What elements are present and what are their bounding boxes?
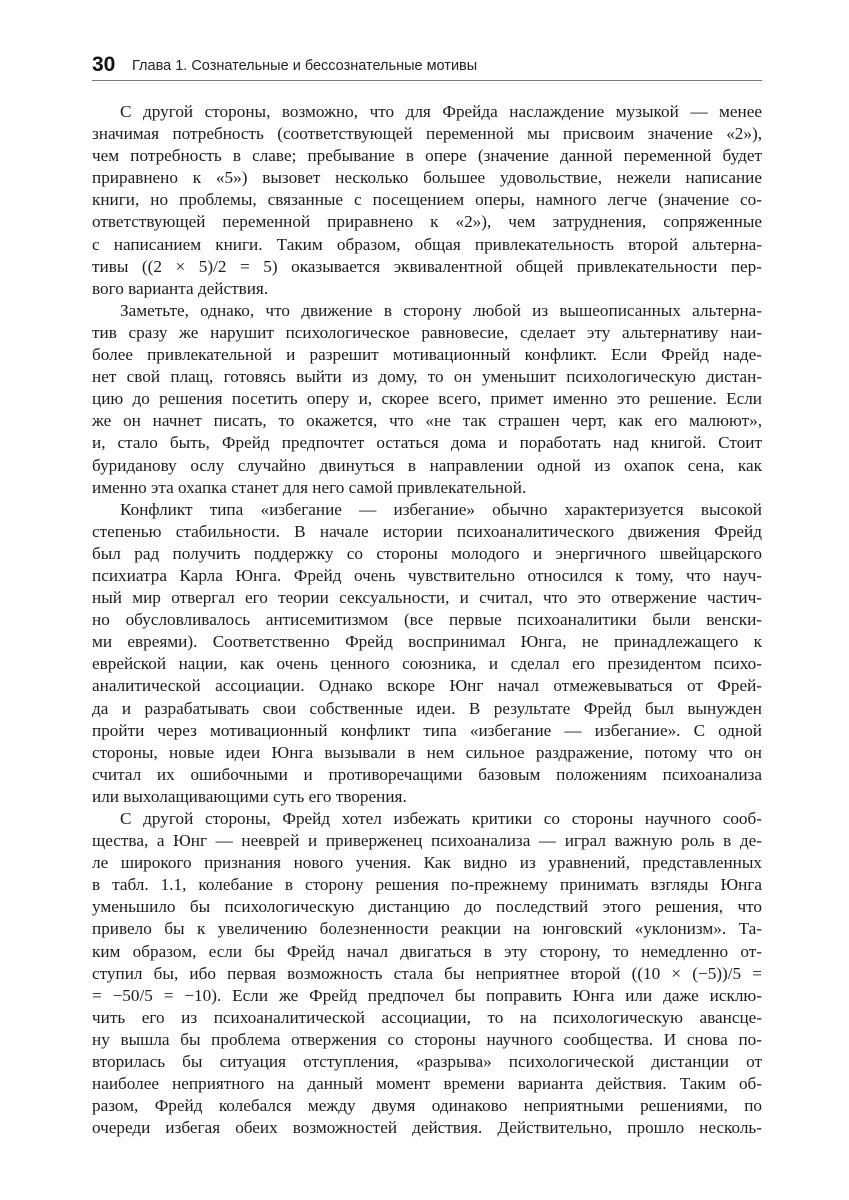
text-line: буриданову ослу случайно двинуться в направлении одной из охапок сена, как <box>92 455 762 475</box>
text-line: стороны, новые идеи Юнга вызывали в нем сильное раздражение, потому что он <box>92 742 762 762</box>
body-text <box>92 101 762 1139</box>
text-line: щества, а Юнг — нееврей и приверженец психоанализа — играл важную роль в де- <box>92 831 762 851</box>
text-line: степенью стабильности. В начале истории психоаналитического движения Фрейд <box>92 521 762 541</box>
text-line: С другой стороны, возможно, что для Фрейда наслаждение музыкой — менее <box>120 102 762 121</box>
text-line: был рад получить поддержку со стороны молодого и энергичного швейцарского <box>92 543 762 563</box>
text-line: именно эта охапка станет для него самой привлекательной. <box>92 477 527 497</box>
text-line: психиатра Карла Юнга. Фрейд очень чувствительно относился к тому, что науч- <box>92 565 762 585</box>
text-line: С другой стороны, Фрейд хотел избежать критики со стороны научного сооб- <box>120 809 762 828</box>
running-header <box>92 50 762 81</box>
text-line: привело бы к увеличению болезненности реакции на юнговский «уклонизм». Та- <box>92 919 762 939</box>
text-line: же он начнет писать, то окажется, что «не так страшен черт, как его малюют», <box>92 411 762 431</box>
text-line: = −50/5 = −10). Если же Фрейд предпочел бы поправить Юнга или даже исклю- <box>92 985 762 1005</box>
text-line: очереди избегая обеих возможностей действия. Действительно, прошло несколь- <box>92 1118 762 1138</box>
text-line: в табл. 1.1, колебание в сторону решения по-прежнему принимать взгляды Юнга <box>92 875 762 895</box>
paragraph <box>92 101 762 300</box>
text-line: ле широкого признания нового учения. Как видно из уравнений, представленных <box>92 853 762 873</box>
text-line: тивы ((2 × 5)/2 = 5) оказывается эквивалентной общей привлекательности пер- <box>92 256 762 276</box>
text-line: с написанием книги. Таким образом, общая привлекательность второй альтерна- <box>92 234 762 254</box>
text-line: вторилась бы ситуация отступления, «разрыва» психологической дистанции от <box>92 1052 762 1072</box>
text-line: ну вышла бы проблема отвержения со стороны научного сообщества. И снова по- <box>92 1029 762 1049</box>
chapter-title: Глава 1. Сознательные и бессознательные мотивы <box>132 58 478 74</box>
text-line: пройти через мотивационный конфликт типа «избегание — избегание». С одной <box>92 720 762 740</box>
text-line: ступил бы, ибо первая возможность стала бы неприятнее второй ((10 × (−5))/5 = <box>92 963 762 983</box>
text-line: ответствующей переменной приравнено к «2»), чем затруднения, сопряженные <box>92 212 762 232</box>
text-line: наиболее неприятного на данный момент времени варианта действия. Таким об- <box>92 1074 762 1094</box>
text-line: ми евреями). Соответственно Фрейд воспринимал Юнга, не принадлежащего к <box>92 632 762 652</box>
text-line: да и разрабатывать свои собственные идеи. В результате Фрейд был вынужден <box>92 698 762 718</box>
text-line: чить его из психоаналитической ассоциации, то на психологическую авансце- <box>92 1007 762 1027</box>
text-line: ный мир отвергал его теории сексуальности, и считал, что это отвержение частич- <box>92 588 762 608</box>
paragraph <box>92 808 762 1139</box>
text-line: приравнено к «5») вызовет несколько большее удовольствие, нежели написание <box>92 168 762 188</box>
text-line: книги, но проблемы, связанные с посещением оперы, намного легче (значение со- <box>92 190 762 210</box>
text-line: значимая потребность (соответствующей переменной мы присвоим значение «2»), <box>92 124 762 144</box>
text-line: уменьшило бы психологическую дистанцию до последствий этого решения, что <box>92 897 762 917</box>
text-line: нет свой плащ, готовясь выйти из дому, то он уменьшит психологическую дистан- <box>92 367 762 387</box>
text-line: и, стало быть, Фрейд предпочтет остаться дома и поработать над книгой. Стоит <box>92 433 762 453</box>
text-line: ким образом, если бы Фрейд начал двигаться в эту сторону, то немедленно от- <box>92 941 762 961</box>
text-line: аналитической ассоциации. Однако вскоре Юнг начал отмежевываться от Фрей- <box>92 676 762 696</box>
text-line: еврейской нации, как очень ценного союзника, и сделал его президентом психо- <box>92 654 762 674</box>
text-line: разом, Фрейд колебался между двумя одинаково неприятными решениями, по <box>92 1096 762 1116</box>
paragraph <box>92 300 762 499</box>
text-line: более привлекательной и разрешит мотивационный конфликт. Если Фрейд наде- <box>92 345 762 365</box>
text-line: цию до решения посетить оперу и, скорее всего, примет именно это решение. Если <box>92 389 762 409</box>
text-line: Конфликт типа «избегание — избегание» обычно характеризуется высокой <box>120 499 762 519</box>
text-line: или выхолащивающими суть его творения. <box>92 786 407 806</box>
text-line: считал их ошибочными и противоречащими базовым положениям психоанализа <box>92 764 762 784</box>
text-line: Заметьте, однако, что движение в сторону любой из вышеописанных альтерна- <box>120 300 762 320</box>
text-line: чем потребность в славе; пребывание в опере (значение данной переменной будет <box>92 146 762 166</box>
page-number: 30 <box>92 53 116 76</box>
text-line: вого варианта действия. <box>92 278 269 298</box>
text-line: но обусловливалось антисемитизмом (все первые психоаналитики были венски- <box>92 610 762 630</box>
paragraph <box>92 499 762 808</box>
text-line: тив сразу же нарушит психологическое равновесие, сделает эту альтернативу наи- <box>92 322 762 342</box>
